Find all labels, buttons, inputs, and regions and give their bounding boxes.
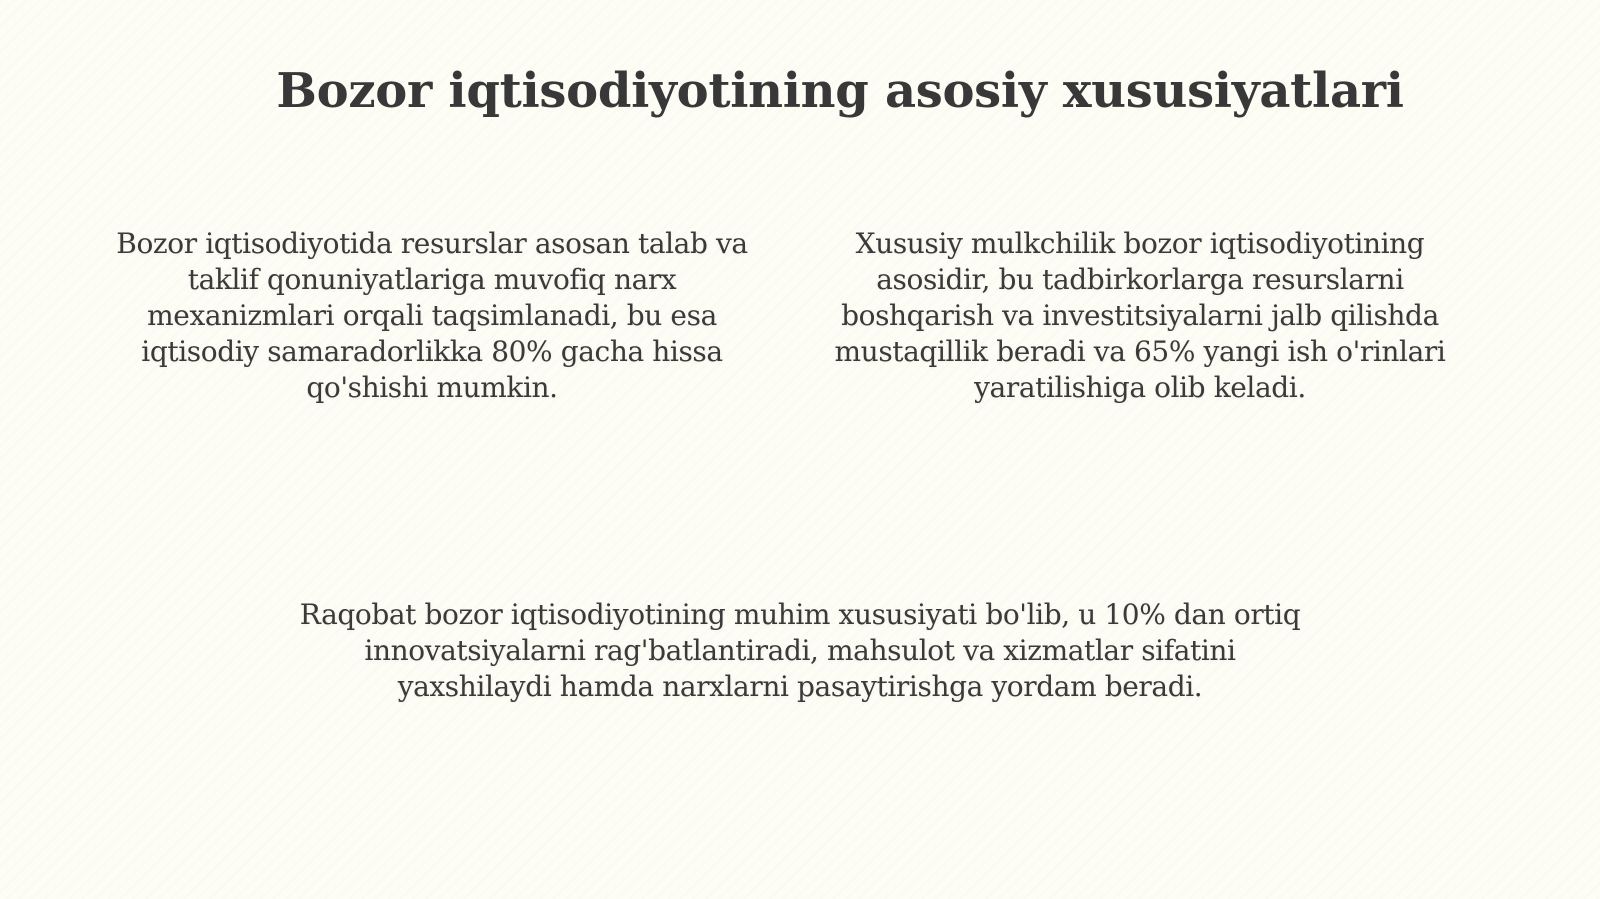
paragraph-resource-allocation: Bozor iqtisodiyotida resurslar asosan talab va taklif qonuniyatlariga muvofiq narx mexanizmlari orqali taqsimlanadi, bu esa iqtisodiy samaradorlikka 80% gacha hissa qo'shishi mumkin. [116, 227, 748, 404]
paragraph-private-ownership: Xususiy mulkchilik bozor iqtisodiyotining asosidir, bu tadbirkorlarga resurslarni boshqarish va investitsiyalarni jalb qilishda mustaqillik beradi va 65% yangi ish o'rinlari yaratilishiga olib keladi. [834, 227, 1446, 404]
paragraph-competition: Raqobat bozor iqtisodiyotining muhim xususiyati bo'lib, u 10% dan ortiq innovatsiyalarni rag'batlantiradi, mahsulot va xizmatlar sifatini yaxshilaydi hamda narxlarni pasaytirishga yordam beradi. [299, 598, 1301, 703]
slide-title: Bozor iqtisodiyotining asosiy xususiyatlari [276, 63, 1404, 119]
